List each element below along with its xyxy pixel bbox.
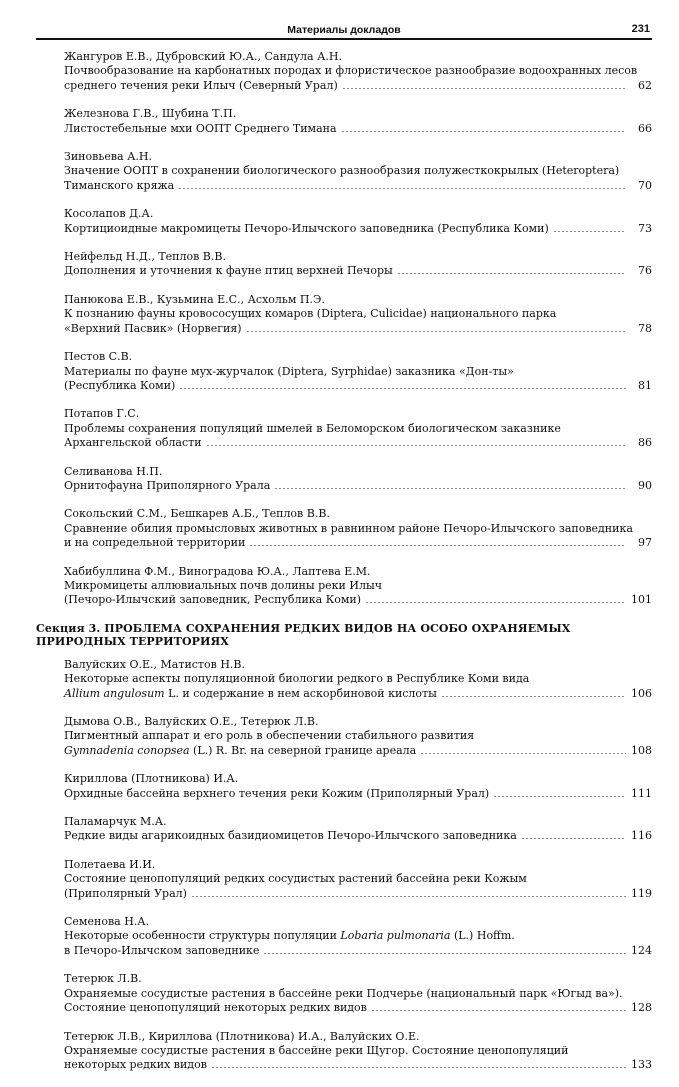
entry-title-line: Микромицеты аллювиальных почв долины реки Илыч	[64, 578, 382, 592]
toc-entry	[36, 293, 652, 336]
toc-entry	[36, 715, 652, 758]
entry-authors: Потапов Г.С.	[64, 407, 140, 421]
entry-title-line: Материалы по фауне мух-журчалок (Diptera, Syrphidae) заказника «Дон-ты»	[64, 364, 514, 378]
entry-page: 76	[638, 264, 652, 278]
entry-authors: Тетерюк Л.В.	[64, 972, 142, 986]
entry-page: 101	[631, 593, 652, 607]
toc-entry	[36, 507, 652, 550]
entry-title-line	[64, 479, 652, 493]
entry-title-line	[64, 1001, 652, 1015]
entry-authors: Железнова Г.В., Шубина Т.П.	[64, 107, 237, 121]
dot-leader	[342, 79, 626, 89]
entry-page: 111	[631, 786, 652, 800]
entry-page: 78	[638, 321, 652, 335]
entry-title-text: Орнитофауна Приполярного Урала	[64, 478, 271, 492]
entry-title-pre: Некоторые особенности структуры популяции	[64, 929, 341, 943]
entry-title-line	[64, 744, 652, 758]
toc-entry	[36, 858, 652, 901]
entry-title-text: Дополнения и уточнения к фауне птиц верхней Печоры	[64, 264, 393, 278]
toc-entry	[36, 250, 652, 279]
entry-title-line	[64, 787, 652, 801]
entry-page: 116	[631, 829, 652, 843]
entry-authors: Жангуров Е.В., Дубровский Ю.А., Сандула А.Н.	[64, 50, 342, 63]
dot-leader	[211, 1058, 626, 1068]
entry-title-line	[64, 264, 652, 278]
entry-title-line	[64, 944, 652, 958]
entry-title-line	[64, 593, 652, 607]
entry-title-line	[64, 1058, 652, 1072]
entry-page: 70	[638, 178, 652, 192]
entry-title-line: Некоторые аспекты популяционной биологии редкого в Республике Коми вида	[64, 672, 530, 686]
toc-entry	[36, 658, 652, 701]
dot-leader	[553, 222, 626, 232]
entry-title-text: Листостебельные мхи ООПТ Среднего Тимана	[64, 121, 337, 135]
dot-leader	[246, 322, 626, 332]
entry-title-line	[64, 687, 652, 701]
dot-leader	[371, 1001, 626, 1011]
entry-title-line	[64, 179, 652, 193]
toc-entry	[36, 407, 652, 450]
entry-title-line: Состояние ценопопуляций редких сосудистых растений бассейна реки Кожым	[64, 872, 527, 886]
dot-leader	[274, 479, 626, 489]
entry-title-line: Почвообразование на карбонатных породах и флористическое разнообразие водоохранных лесов	[64, 64, 638, 78]
entry-title-line: К познанию фауны кровососущих комаров (Diptera, Culicidae) национального парка	[64, 307, 557, 321]
entry-page: 97	[638, 536, 652, 550]
entry-page: 81	[638, 378, 652, 392]
toc-list-mid	[36, 772, 652, 901]
entry-title-text: некоторых редких видов	[64, 1058, 207, 1072]
entry-title-rest: (L.) R. Br. на северной границе ареала	[189, 743, 417, 757]
entry-title-line	[64, 79, 652, 93]
dot-leader	[178, 179, 626, 189]
dot-leader	[179, 379, 626, 389]
dot-leader	[249, 536, 626, 546]
dot-leader	[206, 436, 626, 446]
entry-page: 73	[638, 221, 652, 235]
entry-authors: Селиванова Н.П.	[64, 464, 163, 478]
entry-title-text: в Печоро-Илычском заповеднике	[64, 943, 260, 957]
dot-leader	[263, 944, 626, 954]
entry-authors: Сокольский С.М., Бешкарев А.Б., Теплов В.В.	[64, 507, 330, 521]
entry-authors: Кириллова (Плотникова) И.А.	[64, 772, 239, 786]
entry-authors: Нейфельд Н.Д., Теплов В.В.	[64, 250, 226, 264]
species-name: Allium angulosum	[64, 686, 165, 700]
entry-title-line	[64, 887, 652, 901]
toc-entry	[36, 815, 652, 844]
entry-title-text: Орхидные бассейна верхнего течения реки Кожим (Приполярный Урал)	[64, 786, 490, 800]
toc-entry	[36, 50, 652, 93]
entry-title-text: среднего течения реки Илыч (Северный Урал)	[64, 78, 338, 92]
entry-page: 124	[631, 943, 652, 957]
toc-list-bottom	[36, 972, 652, 1072]
species-name: Gymnadenia conopsea	[64, 743, 190, 757]
toc-entry	[36, 772, 652, 801]
dot-leader	[365, 593, 626, 603]
entry-page: 66	[638, 121, 652, 135]
entry-title-line	[64, 222, 652, 236]
entry-title-post: (L.) Hoffm.	[450, 929, 515, 943]
entry-page: 90	[638, 478, 652, 492]
running-header	[36, 22, 652, 40]
section-heading	[36, 622, 652, 648]
entry-page: 133	[631, 1058, 652, 1072]
section-heading-line: Секция 3. ПРОБЛЕМА СОХРАНЕНИЯ РЕДКИХ ВИДОВ НА ОСОБО ОХРАНЯЕМЫХ	[36, 621, 571, 635]
entry-title-text: Архангельской области	[64, 436, 202, 450]
toc-entry	[36, 972, 652, 1015]
entry-page: 86	[638, 436, 652, 450]
entry-authors: Дымова О.В., Валуйских О.Е., Тетерюк Л.В.	[64, 715, 319, 728]
entry-title-line	[64, 122, 652, 136]
entry-authors: Панюкова Е.В., Кузьмина Е.С., Асхольм П.Э.	[64, 292, 325, 306]
section-heading-line: ПРИРОДНЫХ ТЕРРИТОРИЯХ	[36, 634, 229, 648]
dot-leader	[521, 829, 626, 839]
entry-authors: Полетаева И.И.	[64, 857, 156, 871]
entry-title-line	[64, 322, 652, 336]
species-name: Lobaria pulmonaria	[340, 929, 451, 943]
entry-authors: Валуйских О.Е., Матистов Н.В.	[64, 657, 246, 671]
entry-title-line: Охраняемые сосудистые растения в бассейне реки Подчерье (национальный парк «Югыд ва»).	[64, 986, 623, 1000]
table-of-contents	[36, 50, 652, 1087]
entry-title-line: Сравнение обилия промысловых животных в равнинном районе Печоро-Илычского заповедника	[64, 521, 633, 535]
entry-title-rest: L. и содержание в нем аскорбиновой кислоты	[164, 686, 437, 700]
entry-page: 128	[631, 1001, 652, 1015]
entry-authors: Хабибуллина Ф.М., Виноградова Ю.А., Лаптева Е.М.	[64, 564, 371, 578]
entry-title-text	[64, 744, 416, 758]
entry-title-text	[64, 687, 437, 701]
toc-entry	[36, 107, 652, 136]
entry-authors: Тетерюк Л.В., Кириллова (Плотникова) И.А., Валуйских О.Е.	[64, 1029, 420, 1043]
entry-title-text: (Республика Коми)	[64, 378, 176, 392]
dot-leader	[420, 744, 626, 754]
toc-entry	[36, 565, 652, 608]
dot-leader	[191, 887, 626, 897]
entry-title-line	[64, 379, 652, 393]
entry-title-line: Значение ООПТ в сохранении биологического разнообразия полужесткокрылых (Heteroptera)	[64, 164, 620, 178]
entry-authors: Зиновьева А.Н.	[64, 150, 152, 164]
toc-entry	[36, 1030, 652, 1073]
toc-list-top	[36, 50, 652, 608]
page-number: 231	[631, 23, 650, 35]
toc-entry	[36, 465, 652, 494]
dot-leader	[397, 264, 626, 274]
entry-title-line: Проблемы сохранения популяций шмелей в Беломорском биологическом заказнике	[64, 421, 561, 435]
entry-title-text: «Верхний Пасвик» (Норвегия)	[64, 321, 242, 335]
entry-title-text: (Приполярный Урал)	[64, 886, 187, 900]
running-title: Материалы докладов	[287, 24, 401, 36]
entry-page: 62	[638, 78, 652, 92]
entry-title-line	[64, 436, 652, 450]
entry-title-text: Тиманского кряжа	[64, 178, 175, 192]
toc-entry	[36, 350, 652, 393]
entry-title-text: Кортициоидные макромицеты Печоро-Илычского заповедника (Республика Коми)	[64, 221, 549, 235]
toc-entry	[36, 150, 652, 193]
entry-title-text: Редкие виды агарикоидных базидиомицетов Печоро-Илычского заповедника	[64, 829, 517, 843]
entry-page: 108	[631, 743, 652, 757]
entry-page: 119	[631, 886, 652, 900]
entry-title-text: (Печоро-Илычский заповедник, Республика Коми)	[64, 593, 362, 607]
entry-title-line: Охраняемые сосудистые растения в бассейне реки Щугор. Состояние ценопопуляций	[64, 1043, 569, 1057]
dot-leader	[441, 687, 626, 697]
entry-page: 106	[631, 686, 652, 700]
toc-entry	[36, 915, 652, 958]
dot-leader	[341, 122, 626, 132]
toc-entry	[36, 207, 652, 236]
entry-title-text: Состояние ценопопуляций некоторых редких видов	[64, 1001, 367, 1015]
entry-title-text: и на сопредельной территории	[64, 536, 246, 550]
entry-title-line	[64, 536, 652, 550]
entry-authors: Паламарчук М.А.	[64, 815, 167, 829]
entry-authors: Косолапов Д.А.	[64, 207, 154, 221]
entry-authors: Пестов С.В.	[64, 350, 133, 364]
entry-title-line	[64, 829, 652, 843]
entry-title-line	[64, 929, 652, 943]
dot-leader	[493, 787, 626, 797]
entry-title-line: Пигментный аппарат и его роль в обеспечении стабильного развития	[64, 729, 475, 743]
entry-authors: Семенова Н.А.	[64, 915, 150, 929]
